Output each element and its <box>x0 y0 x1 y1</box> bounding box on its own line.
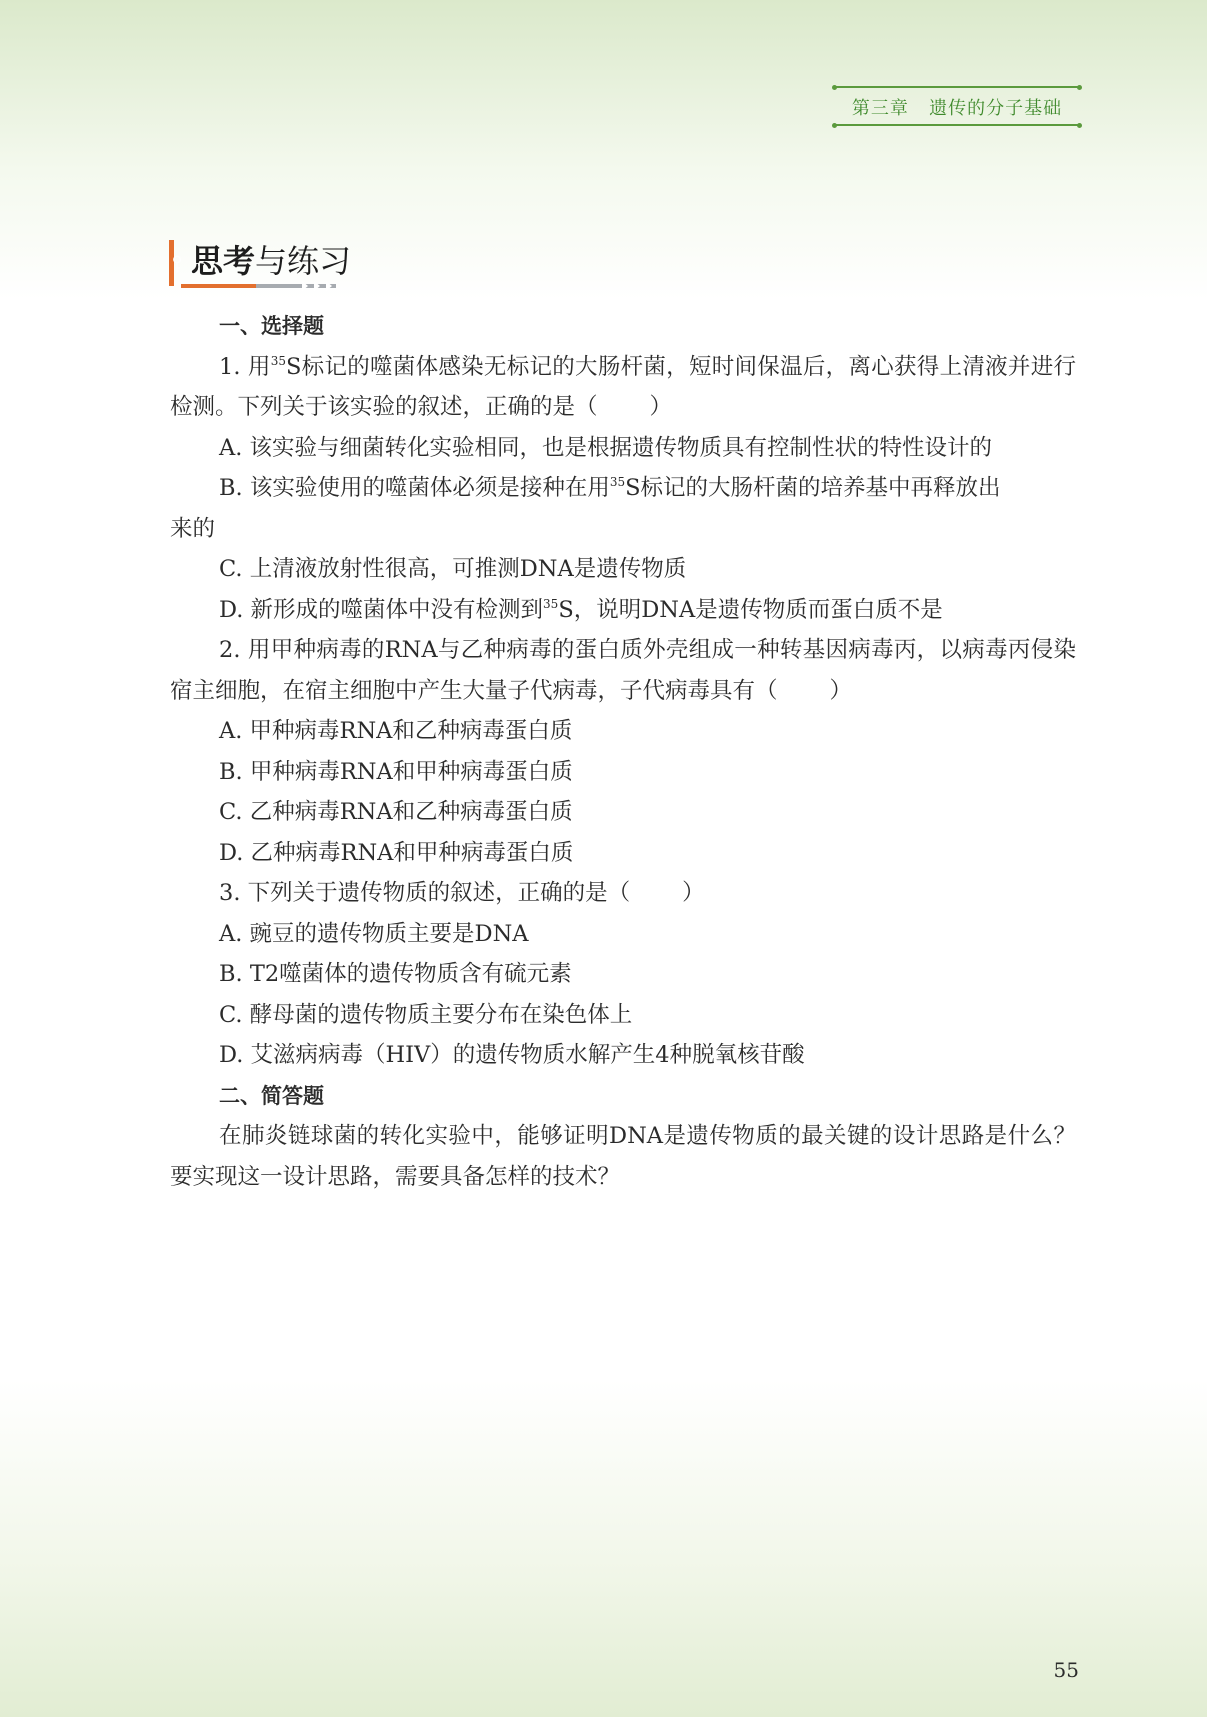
header-dot <box>832 123 837 128</box>
key-icon <box>171 255 183 275</box>
q1-option-d <box>170 590 1076 631</box>
title-underline-gray <box>256 284 336 288</box>
q3-paren-close: ） <box>682 880 705 906</box>
header-bottom-rule <box>834 124 1080 126</box>
header-top-rule <box>834 86 1080 88</box>
q1-stem-line1: S标记的噬菌体感染无标记的大肠杆菌，短时间保温后，离心获得上清液并 <box>285 353 1031 380</box>
q1-d-text: D. 新形成的噬菌体中没有检测到 <box>219 596 544 623</box>
q1-paren-close: ） <box>649 394 673 420</box>
short-answer-line1: 在肺炎链球菌的转化实验中，能够证明DNA是遗传物质的最关键的设计思路是什 <box>219 1123 1031 1149</box>
section-heading-bold: 思考 <box>191 242 256 280</box>
q1-b-text-cont: S标记的大肠杆菌的培养基中再释放出 <box>625 475 1001 501</box>
underline-arrow <box>302 281 308 291</box>
short-answer-question <box>170 1116 1076 1197</box>
q2-stem-line1: 2. 用甲种病毒的RNA与乙种病毒的蛋白质外壳组成一种转基因病毒丙，以病毒丙 <box>219 637 1031 663</box>
section-title <box>169 240 369 290</box>
isotope-mass: 35 <box>543 596 559 611</box>
q2-option-d: D. 乙种病毒RNA和甲种病毒蛋白质 <box>219 839 574 866</box>
q1-option-a: A. 该实验与细菌转化实验相同，也是根据遗传物质具有控制性状的特性设计的 <box>219 434 993 461</box>
section-heading-rest: 与练习 <box>255 242 352 280</box>
q1-option-b-continued: 来的 <box>170 515 216 542</box>
q1-option-b <box>170 468 1076 509</box>
header-dot <box>1077 85 1082 90</box>
exercise-content <box>170 306 1076 1197</box>
section-heading-short-answer: 二、简答题 <box>219 1083 324 1108</box>
q2-stem-line2: 侵染宿主细胞，在宿主细胞中产生大量子代病毒，子代病毒具有（ <box>170 637 1076 704</box>
q3-option-c: C. 酵母菌的遗传物质主要分布在染色体上 <box>219 1001 633 1028</box>
header-dot <box>832 85 837 90</box>
q3-option-b: B. T2噬菌体的遗传物质含有硫元素 <box>219 961 572 987</box>
page-number: 55 <box>1053 1658 1079 1682</box>
q3-stem: 3. 下列关于遗传物质的叙述，正确的是（ <box>219 880 631 906</box>
q3-option-a: A. 豌豆的遗传物质主要是DNA <box>219 920 529 947</box>
q1-prefix: 1. 用 <box>219 353 271 380</box>
section-heading-choice: 一、选择题 <box>219 314 324 338</box>
q1-d-text-cont: S，说明DNA是遗传物质而蛋白质不是 <box>558 596 943 623</box>
underline-arrow <box>326 281 332 291</box>
q2-option-c: C. 乙种病毒RNA和乙种病毒蛋白质 <box>219 799 573 825</box>
section-heading <box>191 240 351 282</box>
question-1-stem <box>170 347 1076 428</box>
chapter-label <box>834 94 1080 120</box>
q3-option-d: D. 艾滋病病毒（HIV）的遗传物质水解产生4种脱氧核苷酸 <box>219 1042 805 1068</box>
q2-option-b: B. 甲种病毒RNA和甲种病毒蛋白质 <box>219 758 573 785</box>
short-answer-line2: 么？要实现这一设计思路，需要具备怎样的技术？ <box>170 1123 1076 1190</box>
isotope-mass: 35 <box>270 353 286 368</box>
title-underline-orange <box>181 284 256 288</box>
question-3-stem <box>170 873 1076 914</box>
q1-option-c: C. 上清液放射性很高，可推测DNA是遗传物质 <box>219 556 687 582</box>
underline-arrow <box>314 281 320 291</box>
chapter-number: 第三章 <box>851 98 909 119</box>
question-2-stem <box>170 630 1076 711</box>
q2-paren-close: ） <box>829 677 853 704</box>
header-dot <box>1077 123 1082 128</box>
q2-option-a: A. 甲种病毒RNA和乙种病毒蛋白质 <box>219 718 573 744</box>
q1-stem-line2: 进行检测。下列关于该实验的叙述，正确的是（ <box>170 353 1076 420</box>
chapter-title: 遗传的分子基础 <box>929 98 1063 119</box>
chapter-header <box>834 86 1080 126</box>
isotope-mass: 35 <box>609 475 626 489</box>
q1-b-text: B. 该实验使用的噬菌体必须是接种在用 <box>219 475 610 501</box>
